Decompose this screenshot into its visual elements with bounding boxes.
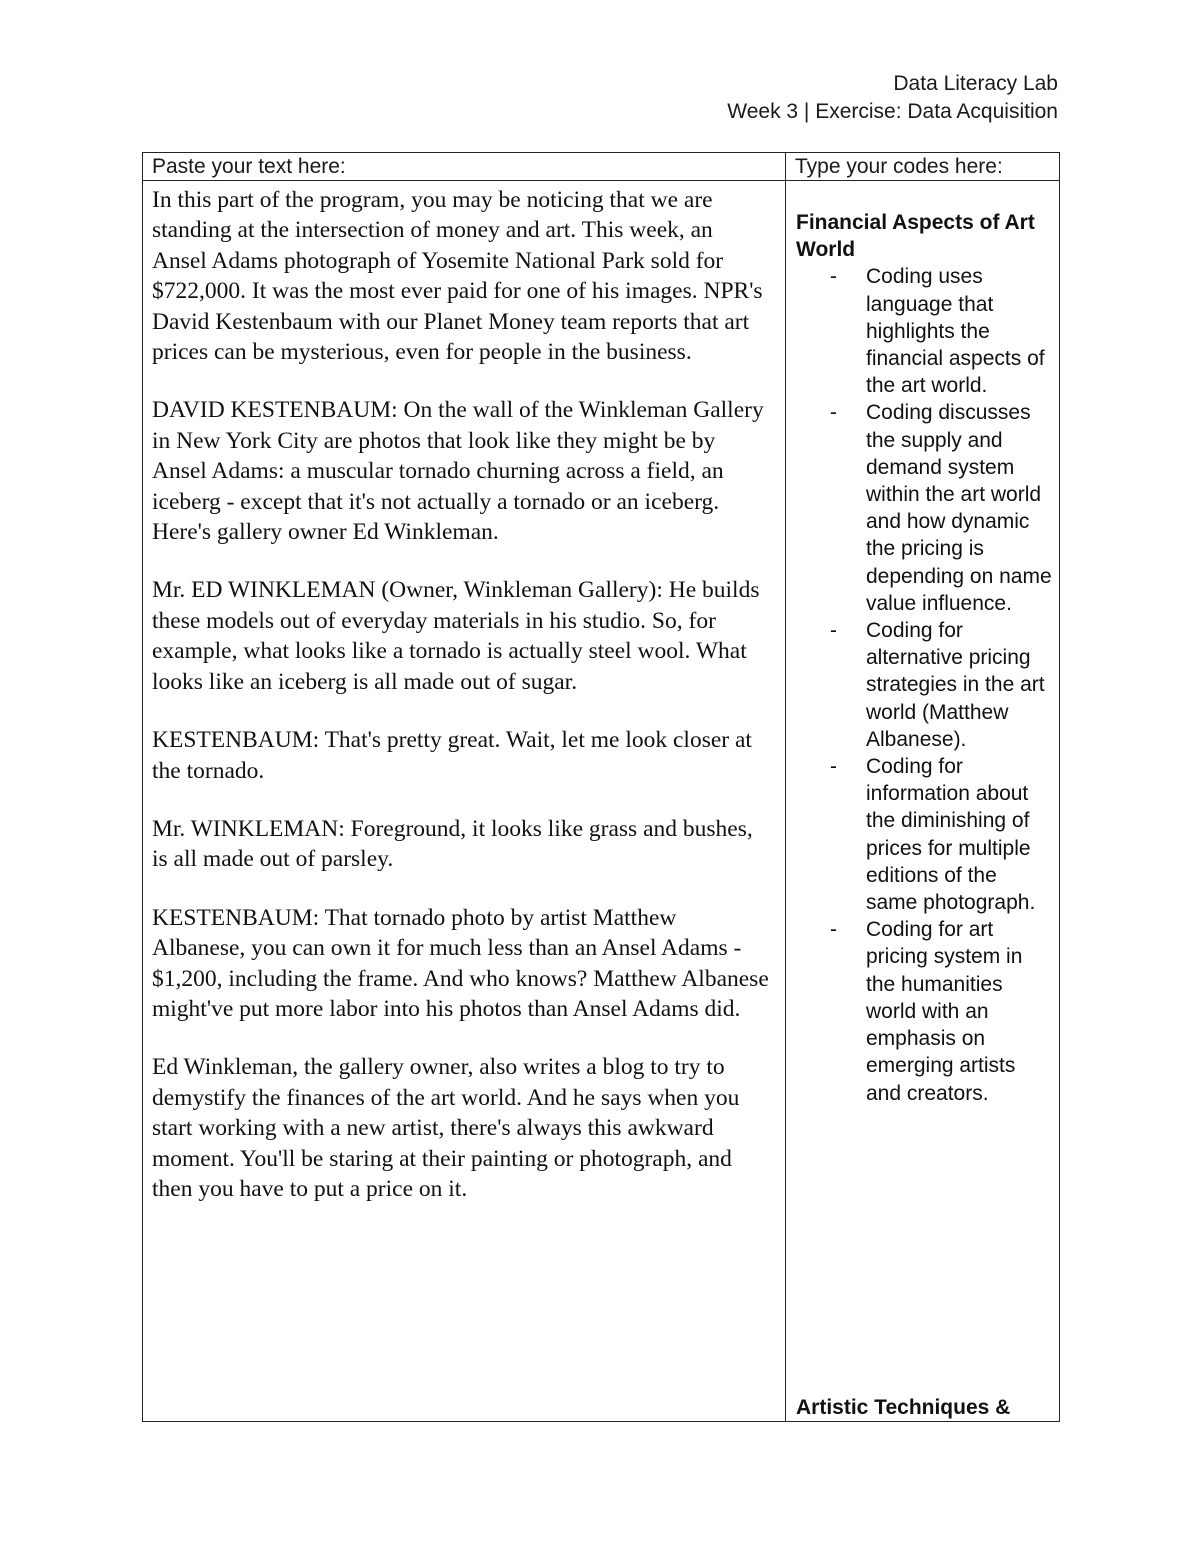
code-item [796,753,1053,916]
coding-table [142,152,1060,1422]
transcript-paragraph: Ed Winkleman, the gallery owner, also writes a blog to try to demystify the finances of the art world. And he says when you start working with a new artist, there's always this awkward moment. You'll be staring at their painting or photograph, and then you have to put a price on it. [152,1054,740,1202]
dash-bullet: - [830,918,837,942]
pasted-text-cell[interactable] [143,181,786,1422]
dash-bullet: - [830,401,837,425]
code-item [796,263,1053,399]
code-item [796,916,1053,1106]
transcript-paragraph: Mr. WINKLEMAN: Foreground, it looks like grass and bushes, is all made out of parsley. [152,815,753,873]
codes-content [786,181,1059,1421]
dash-bullet: - [830,619,837,643]
type-codes-header: Type your codes here: [786,153,1060,181]
dash-bullet: - [830,755,837,779]
code-section-title: Financial Aspects of Art World [796,211,1035,262]
transcript-paragraph: KESTENBAUM: That's pretty great. Wait, let me look closer at the tornado. [152,727,752,784]
paste-text-header: Paste your text here: [143,153,786,181]
code-item [796,399,1053,617]
codes-cell[interactable] [786,181,1060,1422]
header-exercise-title: Week 3 | Exercise: Data Acquisition [727,100,1058,123]
dash-bullet: - [830,265,837,289]
transcript-paragraph: In this part of the program, you may be noticing that we are standing at the intersection of money and art. This week, an Ansel Adams photograph of Yosemite National Park sold for $722,000. It was the most ever paid for one of his images. NPR's David Kestenbaum with our Planet Money team reports that art prices can be mysterious, even for people in the business. [152,187,763,366]
transcript-text [143,181,785,1204]
code-item-text: Coding for information about the diminishing of prices for multiple editions of the same photograph. [866,755,1036,915]
code-item-text: Coding uses language that highlights the financial aspects of the art world. [866,265,1045,398]
code-item-text: Coding for art pricing system in the humanities world with an emphasis on emerging artists and creators. [866,918,1023,1105]
code-section-title-2: Artistic Techniques & [796,1395,1011,1419]
table-body-row [143,181,1060,1422]
transcript-paragraph: Mr. ED WINKLEMAN (Owner, Winkleman Gallery): He builds these models out of everyday materials in his studio. So, for example, what looks like a tornado is actually steel wool. What looks like an iceberg is all made out of sugar. [152,577,760,695]
transcript-paragraph: DAVID KESTENBAUM: On the wall of the Winkleman Gallery in New York City are photos that look like they might be by Ansel Adams: a muscular tornado churning across a field, an iceberg - except that it's not actually a tornado or an iceberg. Here's gallery owner Ed Winkleman. [152,397,764,546]
code-item [796,617,1053,753]
code-list [796,263,1053,1106]
code-item-text: Coding discusses the supply and demand system within the art world and how dynamic the pricing is depending on name value influence. [866,401,1052,615]
header-course-title: Data Literacy Lab [893,72,1058,95]
table-header-row [143,153,1060,181]
page-header [727,70,1058,126]
transcript-paragraph: KESTENBAUM: That tornado photo by artist Matthew Albanese, you can own it for much less than an Ansel Adams - $1,200, including the frame. And who knows? Matthew Albanese might've put more labor into his photos than Ansel Adams did. [152,904,769,1022]
code-item-text: Coding for alternative pricing strategies in the art world (Matthew Albanese). [866,619,1045,751]
